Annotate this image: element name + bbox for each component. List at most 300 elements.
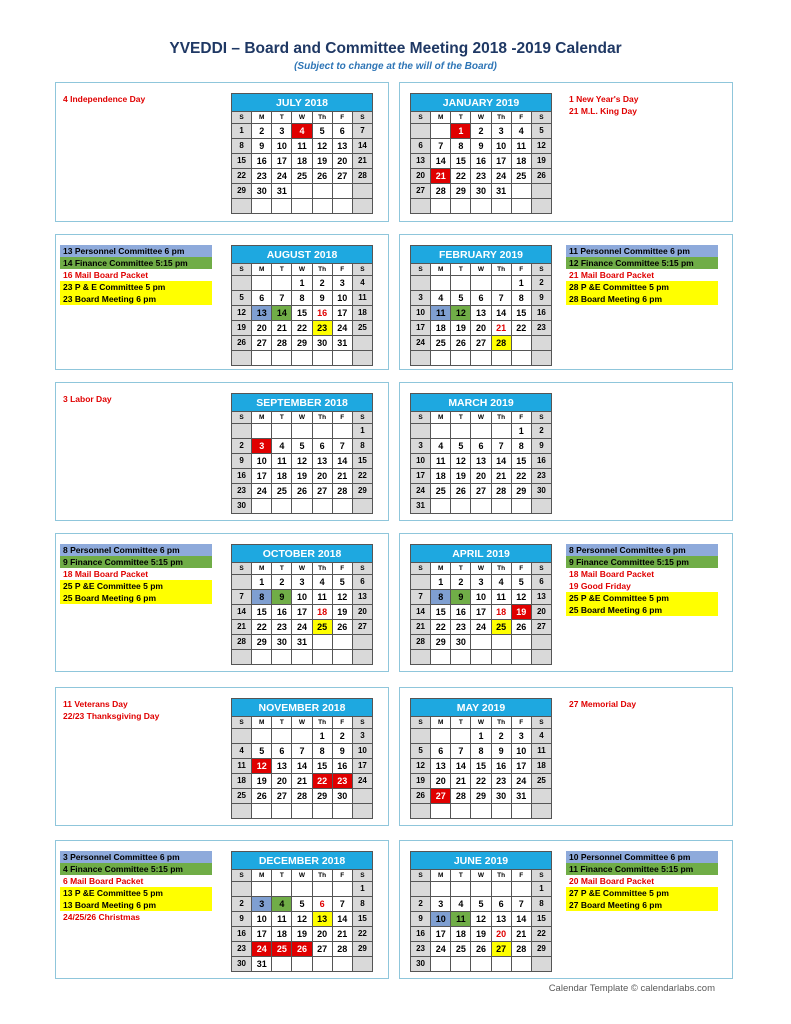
day-cell: 21	[451, 774, 471, 789]
day-cell: 4	[272, 439, 292, 454]
day-cell: 5	[411, 744, 431, 759]
day-cell: 27	[312, 942, 332, 957]
day-cell: 25	[272, 942, 292, 957]
events-list	[60, 544, 212, 604]
day-cell: 5	[232, 291, 252, 306]
month-panel	[399, 234, 733, 370]
day-cell: 1	[511, 424, 531, 439]
weekday-header: W	[471, 112, 491, 124]
weekday-header: M	[431, 717, 451, 729]
day-cell: 16	[252, 154, 272, 169]
month-name: AUGUST 2018	[232, 246, 373, 264]
day-cell: 10	[272, 139, 292, 154]
day-cell	[292, 184, 312, 199]
event-item: 16 Mail Board Packet	[63, 270, 149, 280]
day-cell: 9	[272, 590, 292, 605]
day-cell: 24	[411, 484, 431, 499]
day-cell: 30	[332, 789, 352, 804]
day-cell	[451, 276, 471, 291]
day-cell: 14	[411, 605, 431, 620]
day-cell: 9	[252, 139, 272, 154]
day-cell: 24	[511, 774, 531, 789]
day-cell: 17	[411, 469, 431, 484]
day-cell: 13	[312, 454, 332, 469]
day-cell	[332, 804, 352, 819]
event-item: 27 Board Meeting 6 pm	[566, 899, 718, 911]
day-cell: 28	[491, 336, 511, 351]
day-cell	[531, 789, 551, 804]
day-cell: 31	[252, 957, 272, 972]
day-cell	[451, 650, 471, 665]
day-cell	[232, 650, 252, 665]
day-cell: 23	[491, 774, 511, 789]
day-cell: 12	[292, 912, 312, 927]
day-cell: 30	[451, 635, 471, 650]
page-title: YVEDDI – Board and Committee Meeting 2018 -2019 Calendar	[169, 40, 622, 57]
weekday-header: S	[531, 412, 551, 424]
day-cell: 24	[491, 169, 511, 184]
day-cell: 5	[471, 897, 491, 912]
day-cell	[531, 957, 551, 972]
day-cell: 31	[332, 336, 352, 351]
day-cell: 18	[232, 774, 252, 789]
day-cell	[511, 184, 531, 199]
day-cell	[312, 882, 332, 897]
day-cell	[491, 957, 511, 972]
weekday-header: F	[332, 112, 352, 124]
day-cell: 9	[232, 912, 252, 927]
day-cell: 14	[272, 306, 292, 321]
day-cell: 20	[352, 605, 372, 620]
day-cell: 19	[451, 321, 471, 336]
weekday-header: Th	[491, 412, 511, 424]
weekday-header: W	[292, 112, 312, 124]
weekday-header: Th	[491, 717, 511, 729]
day-cell: 7	[431, 139, 451, 154]
day-cell	[511, 650, 531, 665]
day-cell	[332, 424, 352, 439]
day-cell: 29	[511, 484, 531, 499]
day-cell	[252, 424, 272, 439]
day-cell: 18	[451, 927, 471, 942]
day-cell: 15	[232, 154, 252, 169]
weekday-header: S	[232, 563, 252, 575]
month-calendar	[231, 544, 373, 665]
day-cell: 5	[451, 291, 471, 306]
day-cell: 6	[431, 744, 451, 759]
day-cell: 11	[352, 291, 372, 306]
day-cell: 9	[531, 439, 551, 454]
day-cell	[431, 424, 451, 439]
day-cell: 12	[451, 306, 471, 321]
day-cell: 17	[491, 154, 511, 169]
day-cell: 17	[352, 759, 372, 774]
event-item: 22/23 Thanksgiving Day	[63, 711, 160, 721]
day-cell: 11	[431, 454, 451, 469]
day-cell: 27	[272, 789, 292, 804]
day-cell: 31	[511, 789, 531, 804]
day-cell	[431, 729, 451, 744]
day-cell	[511, 804, 531, 819]
day-cell: 16	[471, 154, 491, 169]
day-cell: 15	[352, 912, 372, 927]
day-cell	[531, 499, 551, 514]
month-panel	[55, 82, 389, 222]
month-name: MARCH 2019	[411, 394, 552, 412]
month-name: OCTOBER 2018	[232, 545, 373, 563]
weekday-header: T	[451, 412, 471, 424]
day-cell: 29	[471, 789, 491, 804]
day-cell: 18	[511, 154, 531, 169]
day-cell	[312, 804, 332, 819]
day-cell: 4	[312, 575, 332, 590]
day-cell: 6	[252, 291, 272, 306]
day-cell: 15	[352, 454, 372, 469]
event-item: 6 Mail Board Packet	[63, 876, 144, 886]
weekday-header: T	[272, 112, 292, 124]
day-cell: 5	[252, 744, 272, 759]
weekday-header: F	[332, 563, 352, 575]
day-cell	[531, 635, 551, 650]
day-cell: 8	[352, 439, 372, 454]
day-cell: 21	[491, 469, 511, 484]
day-cell: 29	[451, 184, 471, 199]
day-cell: 4	[531, 729, 551, 744]
day-cell: 6	[491, 897, 511, 912]
day-cell: 23	[272, 620, 292, 635]
weekday-header: S	[411, 870, 431, 882]
weekday-header: W	[292, 412, 312, 424]
day-cell: 28	[511, 942, 531, 957]
day-cell: 8	[471, 744, 491, 759]
day-cell	[352, 199, 372, 214]
day-cell: 16	[451, 605, 471, 620]
day-cell: 26	[232, 336, 252, 351]
day-cell: 21	[232, 620, 252, 635]
day-cell	[352, 184, 372, 199]
event-item: 27 P &E Committee 5 pm	[566, 887, 718, 899]
day-cell: 16	[272, 605, 292, 620]
event-item: 1 New Year's Day	[569, 94, 639, 104]
day-cell: 22	[451, 169, 471, 184]
day-cell	[312, 957, 332, 972]
day-cell: 7	[332, 897, 352, 912]
day-cell: 19	[471, 927, 491, 942]
day-cell: 26	[411, 789, 431, 804]
day-cell	[232, 729, 252, 744]
day-cell: 11	[511, 139, 531, 154]
day-cell: 27	[252, 336, 272, 351]
day-cell	[252, 729, 272, 744]
day-cell: 6	[531, 575, 551, 590]
day-cell: 10	[431, 912, 451, 927]
day-cell: 23	[531, 469, 551, 484]
month-name: DECEMBER 2018	[232, 852, 373, 870]
day-cell: 24	[292, 620, 312, 635]
day-cell: 12	[232, 306, 252, 321]
day-cell: 23	[332, 774, 352, 789]
month-name: SEPTEMBER 2018	[232, 394, 373, 412]
month-name: APRIL 2019	[411, 545, 552, 563]
weekday-header: S	[232, 870, 252, 882]
weekday-header: Th	[491, 870, 511, 882]
day-cell: 15	[511, 306, 531, 321]
day-cell	[411, 424, 431, 439]
month-name: NOVEMBER 2018	[232, 699, 373, 717]
day-cell: 30	[312, 336, 332, 351]
day-cell: 12	[451, 454, 471, 469]
weekday-header: T	[272, 563, 292, 575]
weekday-header: M	[252, 112, 272, 124]
day-cell	[431, 276, 451, 291]
day-cell: 10	[252, 912, 272, 927]
weekday-header: F	[511, 563, 531, 575]
day-cell	[491, 199, 511, 214]
day-cell: 10	[252, 454, 272, 469]
day-cell: 14	[332, 454, 352, 469]
day-cell: 25	[352, 321, 372, 336]
day-cell: 5	[312, 124, 332, 139]
day-cell: 16	[232, 469, 252, 484]
month-calendar	[231, 93, 373, 214]
day-cell	[292, 957, 312, 972]
day-cell: 17	[292, 605, 312, 620]
day-cell: 29	[352, 484, 372, 499]
day-cell: 9	[531, 291, 551, 306]
weekday-header: Th	[312, 717, 332, 729]
day-cell: 20	[531, 605, 551, 620]
day-cell	[411, 199, 431, 214]
weekday-header: M	[252, 563, 272, 575]
day-cell: 28	[272, 336, 292, 351]
day-cell	[232, 424, 252, 439]
day-cell: 27	[471, 336, 491, 351]
day-cell: 17	[272, 154, 292, 169]
day-cell	[292, 650, 312, 665]
month-name: JUNE 2019	[411, 852, 552, 870]
day-cell: 27	[531, 620, 551, 635]
day-cell: 20	[471, 321, 491, 336]
event-item: 9 Finance Committee 5:15 pm	[566, 556, 718, 568]
day-cell	[411, 882, 431, 897]
weekday-header: M	[431, 112, 451, 124]
day-cell: 2	[252, 124, 272, 139]
day-cell: 22	[292, 321, 312, 336]
day-cell: 15	[292, 306, 312, 321]
day-cell	[471, 957, 491, 972]
day-cell: 26	[292, 484, 312, 499]
day-cell: 3	[411, 291, 431, 306]
day-cell	[252, 199, 272, 214]
day-cell	[471, 804, 491, 819]
day-cell: 2	[332, 729, 352, 744]
weekday-header: Th	[312, 563, 332, 575]
day-cell	[411, 804, 431, 819]
day-cell: 7	[491, 291, 511, 306]
day-cell: 18	[431, 469, 451, 484]
day-cell: 3	[252, 897, 272, 912]
day-cell: 15	[431, 605, 451, 620]
weekday-header: S	[531, 717, 551, 729]
weekday-header: S	[531, 870, 551, 882]
day-cell: 14	[431, 154, 451, 169]
day-cell	[451, 729, 471, 744]
day-cell: 14	[491, 306, 511, 321]
day-cell	[451, 804, 471, 819]
day-cell: 4	[232, 744, 252, 759]
day-cell	[511, 351, 531, 366]
day-cell	[531, 336, 551, 351]
day-cell	[232, 276, 252, 291]
day-cell	[531, 184, 551, 199]
day-cell: 26	[292, 942, 312, 957]
weekday-header: Th	[491, 563, 511, 575]
day-cell	[332, 882, 352, 897]
day-cell: 19	[531, 154, 551, 169]
day-cell	[232, 575, 252, 590]
weekday-header: M	[252, 870, 272, 882]
weekday-header: T	[451, 563, 471, 575]
weekday-header: S	[232, 112, 252, 124]
day-cell	[232, 199, 252, 214]
day-cell: 6	[471, 439, 491, 454]
day-cell: 11	[531, 744, 551, 759]
event-item: 3 Labor Day	[63, 394, 112, 404]
day-cell	[431, 199, 451, 214]
day-cell: 8	[451, 139, 471, 154]
day-cell: 30	[471, 184, 491, 199]
day-cell: 8	[531, 897, 551, 912]
day-cell: 8	[292, 291, 312, 306]
day-cell: 12	[511, 590, 531, 605]
day-cell: 14	[451, 759, 471, 774]
day-cell: 27	[431, 789, 451, 804]
day-cell: 22	[352, 469, 372, 484]
day-cell	[411, 124, 431, 139]
day-cell: 28	[411, 635, 431, 650]
day-cell: 28	[352, 169, 372, 184]
day-cell: 11	[451, 912, 471, 927]
day-cell: 31	[292, 635, 312, 650]
day-cell: 11	[272, 454, 292, 469]
day-cell: 25	[431, 336, 451, 351]
weekday-header: F	[511, 112, 531, 124]
day-cell	[411, 575, 431, 590]
day-cell: 7	[292, 744, 312, 759]
day-cell	[232, 882, 252, 897]
day-cell	[252, 804, 272, 819]
event-item: 13 Board Meeting 6 pm	[60, 899, 212, 911]
day-cell: 19	[411, 774, 431, 789]
day-cell: 13	[352, 590, 372, 605]
day-cell	[511, 199, 531, 214]
month-panel	[55, 840, 389, 979]
day-cell	[292, 424, 312, 439]
day-cell: 19	[451, 469, 471, 484]
day-cell: 23	[312, 321, 332, 336]
day-cell: 3	[511, 729, 531, 744]
weekday-header: T	[451, 717, 471, 729]
events-list	[60, 245, 212, 305]
weekday-header: Th	[491, 112, 511, 124]
day-cell	[431, 650, 451, 665]
day-cell: 13	[471, 306, 491, 321]
day-cell: 8	[352, 897, 372, 912]
weekday-header: M	[252, 717, 272, 729]
weekday-header: Th	[312, 264, 332, 276]
events-list	[60, 393, 212, 405]
day-cell: 17	[332, 306, 352, 321]
day-cell: 25	[232, 789, 252, 804]
day-cell: 17	[252, 927, 272, 942]
day-cell: 22	[352, 927, 372, 942]
weekday-header: F	[332, 870, 352, 882]
day-cell: 10	[332, 291, 352, 306]
day-cell: 3	[431, 897, 451, 912]
day-cell: 23	[451, 620, 471, 635]
day-cell	[332, 957, 352, 972]
day-cell	[312, 650, 332, 665]
day-cell	[471, 650, 491, 665]
day-cell: 17	[511, 759, 531, 774]
day-cell	[272, 276, 292, 291]
day-cell: 28	[451, 789, 471, 804]
day-cell: 27	[312, 484, 332, 499]
event-item: 12 Finance Committee 5:15 pm	[566, 257, 718, 269]
day-cell: 21	[332, 927, 352, 942]
day-cell: 8	[431, 590, 451, 605]
month-calendar	[410, 698, 552, 819]
events-list	[60, 851, 212, 923]
day-cell: 22	[312, 774, 332, 789]
day-cell	[511, 336, 531, 351]
weekday-header: W	[292, 717, 312, 729]
day-cell: 2	[471, 124, 491, 139]
day-cell	[491, 882, 511, 897]
day-cell: 27	[332, 169, 352, 184]
day-cell	[491, 804, 511, 819]
day-cell: 1	[352, 424, 372, 439]
day-cell: 29	[431, 635, 451, 650]
weekday-header: W	[292, 870, 312, 882]
day-cell	[352, 804, 372, 819]
day-cell: 14	[491, 454, 511, 469]
day-cell	[451, 199, 471, 214]
weekday-header: M	[252, 412, 272, 424]
day-cell	[431, 804, 451, 819]
day-cell: 29	[252, 635, 272, 650]
day-cell: 16	[531, 454, 551, 469]
day-cell: 12	[252, 759, 272, 774]
event-item: 21 M.L. King Day	[569, 106, 638, 116]
day-cell: 22	[531, 927, 551, 942]
day-cell: 7	[491, 439, 511, 454]
day-cell	[531, 351, 551, 366]
day-cell: 18	[431, 321, 451, 336]
weekday-header: S	[411, 412, 431, 424]
day-cell: 31	[272, 184, 292, 199]
weekday-header: W	[471, 563, 491, 575]
weekday-header: T	[272, 870, 292, 882]
event-item: 24/25/26 Christmas	[63, 912, 141, 922]
events-list	[60, 698, 212, 722]
day-cell: 11	[312, 590, 332, 605]
day-cell: 10	[411, 454, 431, 469]
day-cell: 5	[451, 439, 471, 454]
day-cell: 1	[352, 882, 372, 897]
day-cell: 16	[531, 306, 551, 321]
day-cell	[352, 351, 372, 366]
